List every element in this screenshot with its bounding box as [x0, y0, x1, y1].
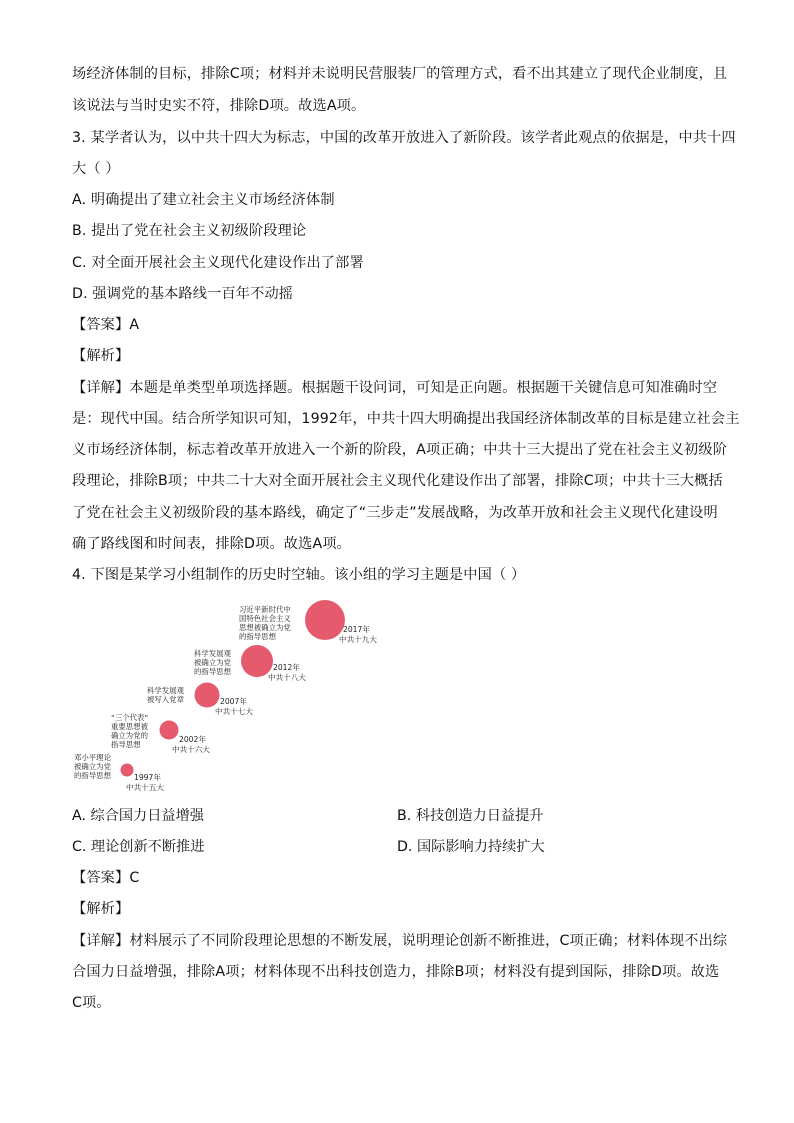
event-text-2002: 确立为党的 — [111, 731, 148, 740]
event-text-2017: 思想被确立为党 — [239, 623, 291, 632]
event-text-2012: 的指导思想 — [194, 667, 231, 676]
detail-line: 是：现代中国。结合所学知识可知，1992年，中共十四大明确提出我国经济体制改革的目标是建立社会主 — [72, 411, 740, 427]
year-label-2012: 2012年 — [273, 663, 300, 672]
analysis-label: 【解析】 — [72, 348, 130, 364]
question-4-option-a: A. 综合国力日益增强 — [72, 808, 204, 824]
event-text-2017: 的指导思想 — [239, 632, 276, 641]
text-line: 场经济体制的目标，排除C项；材料并未说明民营服装厂的管理方式，看不出其建立了现代企业制度，且 — [72, 66, 728, 82]
question-3-option-b: B. 提出了党在社会主义初级阶段理论 — [72, 223, 307, 239]
question-3-stem: 3. 某学者认为，以中共十四大为标志，中国的改革开放进入了新阶段。该学者此观点的依据是，中共十四 — [72, 130, 736, 146]
congress-label-1997: 中共十五大 — [126, 783, 164, 792]
bubble-1997 — [121, 764, 134, 777]
timeline-figure — [72, 596, 392, 796]
question-3-option-a: A. 明确提出了建立社会主义市场经济体制 — [72, 192, 335, 208]
event-text-2012: 科学发展观 — [194, 649, 231, 658]
bubble-2017 — [305, 600, 345, 640]
event-text-2002: 重要思想被 — [111, 722, 148, 731]
text-line: 该说法与当时史实不符，排除D项。故选A项。 — [72, 98, 366, 114]
question-3-stem-end: 大（ ） — [72, 161, 120, 177]
bubble-2007 — [195, 683, 220, 708]
event-text-2002: “三个代表” — [111, 713, 149, 722]
year-label-2002: 2002年 — [179, 735, 206, 744]
timeline-svg — [72, 596, 392, 796]
answer-label: 【答案】C — [72, 870, 140, 886]
answer-label: 【答案】A — [72, 317, 140, 333]
event-text-1997: 邓小平理论 — [74, 753, 111, 762]
analysis-label: 【解析】 — [72, 901, 130, 917]
question-3-option-d: D. 强调党的基本路线一百年不动摇 — [72, 286, 294, 302]
question-4-option-d: D. 国际影响力持续扩大 — [397, 839, 545, 855]
event-text-2007: 科学发展观 — [147, 686, 184, 695]
question-4-stem: 4. 下图是某学习小组制作的历史时空轴。该小组的学习主题是中国（ ） — [72, 567, 526, 583]
detail-line: 了党在社会主义初级阶段的基本路线，确定了“三步走”发展战略，为改革开放和社会主义现代化建设明 — [72, 505, 718, 521]
congress-label-2002: 中共十六大 — [172, 745, 210, 754]
event-text-2012: 被确立为党 — [194, 658, 231, 667]
event-text-2017: 国特色社会主义 — [239, 614, 291, 623]
year-label-2007: 2007年 — [220, 697, 247, 706]
year-label-2017: 2017年 — [343, 625, 370, 634]
event-text-2007: 被写入党章 — [147, 695, 184, 704]
year-label-1997: 1997年 — [134, 773, 161, 782]
question-4-option-b: B. 科技创造力日益提升 — [397, 808, 544, 824]
bubble-2002 — [160, 721, 179, 740]
event-text-1997: 被确立为党 — [74, 762, 111, 771]
question-3-option-c: C. 对全面开展社会主义现代化建设作出了部署 — [72, 255, 364, 271]
event-text-2017: 习近平新时代中 — [239, 605, 291, 614]
detail-line: 段理论，排除B项；中共二十大对全面开展社会主义现代化建设作出了部署，排除C项；中共十三大概括 — [72, 473, 723, 489]
detail-line: 【详解】材料展示了不同阶段理论思想的不断发展，说明理论创新不断推进，C项正确；材料体现不出综 — [72, 933, 728, 949]
event-text-2002: 指导思想 — [111, 740, 141, 749]
congress-label-2017: 中共十九大 — [339, 635, 377, 644]
detail-line: C项。 — [72, 995, 111, 1011]
detail-line: 合国力日益增强，排除A项；材料体现不出科技创造力，排除B项；材料没有提到国际，排除D项。故选 — [72, 964, 720, 980]
detail-line: 义市场经济体制，标志着改革开放进入一个新的阶段，A项正确；中共十三大提出了党在社会主义初级阶 — [72, 442, 728, 458]
congress-label-2007: 中共十七大 — [215, 707, 253, 716]
detail-line: 确了路线图和时间表，排除D项。故选A项。 — [72, 536, 352, 552]
congress-label-2012: 中共十八大 — [268, 673, 306, 682]
detail-line: 【详解】本题是单类型单项选择题。根据题干设问词，可知是正向题。根据题干关键信息可知准确时空 — [72, 380, 718, 396]
question-4-option-c: C. 理论创新不断推进 — [72, 839, 205, 855]
event-text-1997: 的指导思想 — [74, 771, 111, 780]
